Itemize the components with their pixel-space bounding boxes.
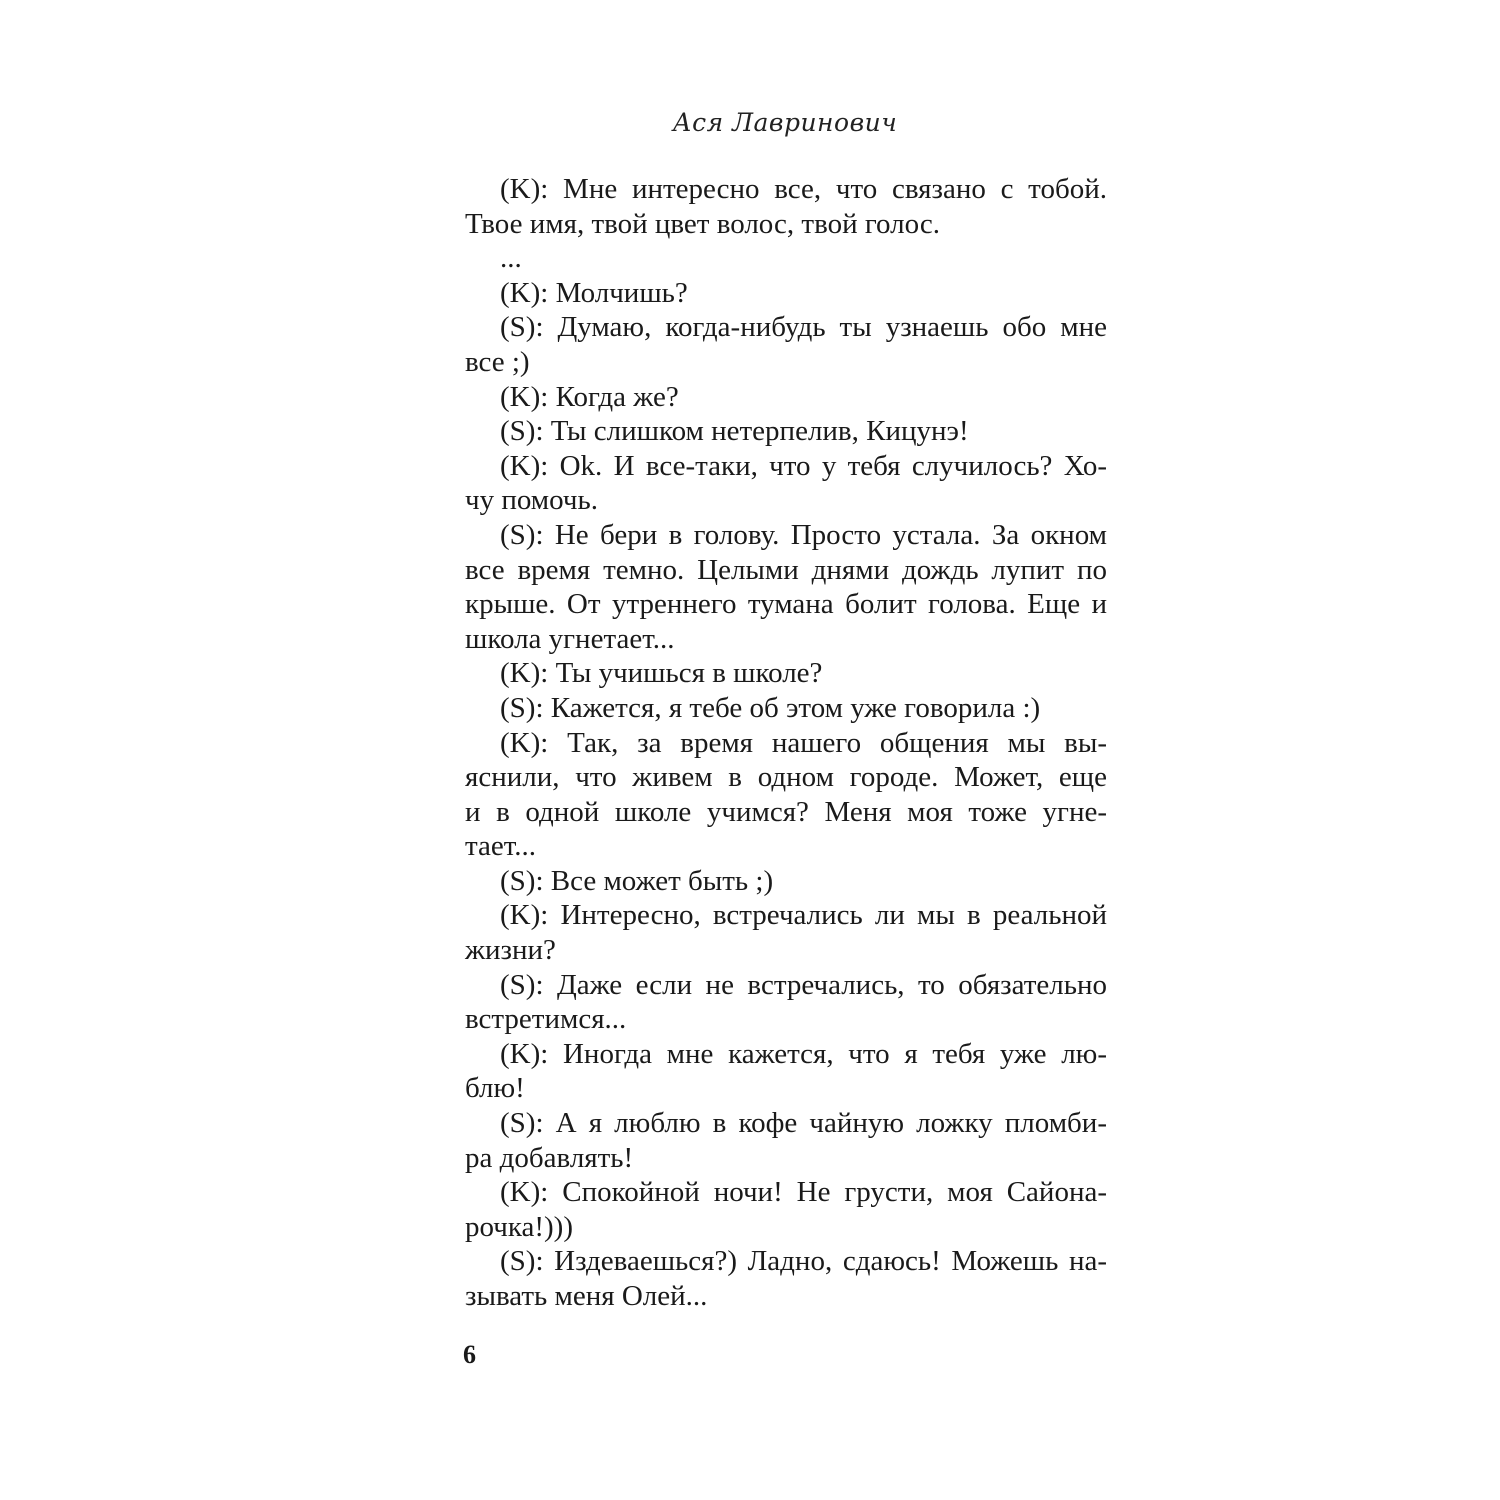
text-line: (K): Молчишь?	[500, 276, 688, 309]
text-line: (K): Ты учишься в школе?	[500, 657, 823, 690]
text-line: (K): Интересно, встречались ли мы в реальной	[500, 899, 1107, 932]
text-line: чу помочь.	[465, 484, 598, 517]
text-line: все ;)	[465, 345, 530, 378]
running-head-author: Ася Лавринович	[672, 108, 898, 137]
text-line: (K): Когда же?	[500, 380, 679, 413]
text-line: (S): Ты слишком нетерпелив, Кицунэ!	[500, 415, 969, 448]
text-line: (S): А я люблю в кофе чайную ложку пломби-	[500, 1107, 1107, 1140]
text-line: (S): Думаю, когда-нибудь ты узнаешь обо мне	[500, 311, 1107, 344]
text-line: Твое имя, твой цвет волос, твой голос.	[465, 207, 940, 240]
text-line: встретимся...	[465, 1003, 627, 1036]
text-line: ра добавлять!	[465, 1141, 634, 1174]
text-line: (S): Кажется, я тебе об этом уже говорила :)	[500, 691, 1041, 724]
text-line: (S): Даже если не встречались, то обязательно	[500, 968, 1107, 1001]
text-line: ...	[500, 242, 522, 275]
text-line: и в одной школе учимся? Меня моя тоже угне-	[465, 795, 1107, 828]
text-line: тает...	[465, 830, 537, 863]
text-line: (K): Иногда мне кажется, что я тебя уже лю-	[500, 1037, 1107, 1070]
text-line: рочка!)))	[465, 1210, 573, 1243]
text-line: (S): Не бери в голову. Просто устала. За окном	[500, 518, 1107, 551]
text-line: (K): Мне интересно все, что связано с тобой.	[500, 173, 1107, 205]
text-line: (K): Так, за время нашего общения мы вы-	[500, 726, 1107, 759]
dialogue-text-block	[465, 172, 1107, 1314]
text-line: жизни?	[465, 934, 556, 967]
text-line: яснили, что живем в одном городе. Может, еще	[465, 761, 1107, 794]
text-line: (K): Спокойной ночи! Не грусти, моя Сайона-	[500, 1176, 1107, 1209]
text-line: (K): Ok. И все-таки, что у тебя случилось? Хо-	[500, 449, 1107, 482]
text-line: крыше. От утреннего тумана болит голова. Еще и	[465, 588, 1107, 621]
text-line: (S): Все может быть ;)	[500, 864, 774, 897]
text-line: все время темно. Целыми днями дождь лупит по	[465, 553, 1107, 586]
text-line: школа угнетает...	[465, 622, 675, 655]
text-line: зывать меня Олей...	[465, 1280, 708, 1312]
text-line: (S): Издеваешься?) Ладно, сдаюсь! Можешь на-	[500, 1245, 1107, 1278]
page-number: 6	[463, 1340, 476, 1369]
text-line: блю!	[465, 1072, 525, 1105]
